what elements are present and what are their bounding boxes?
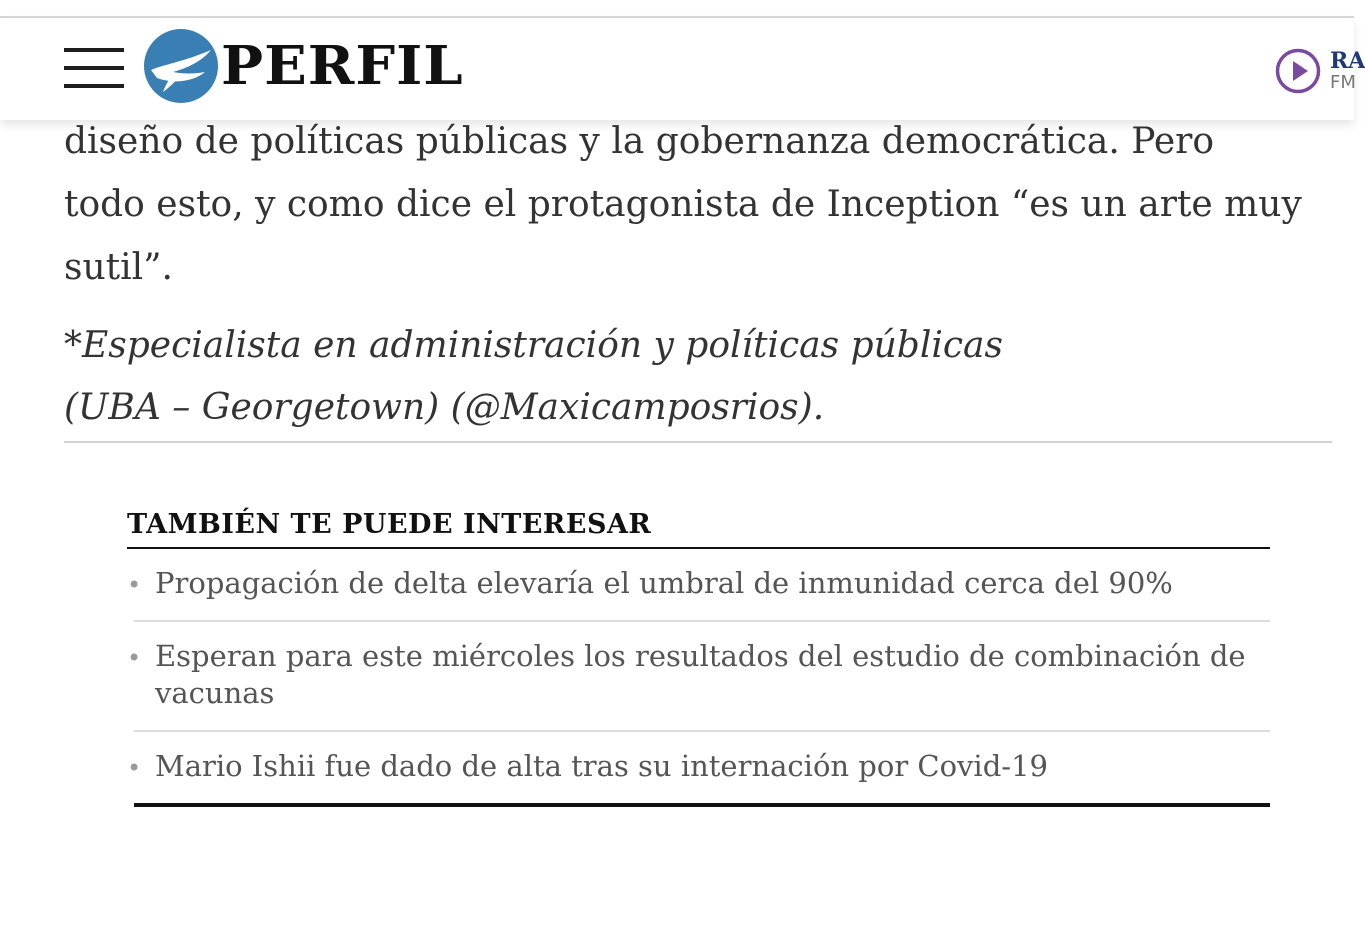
radio-band: FM bbox=[1330, 72, 1356, 93]
related-item[interactable] bbox=[127, 732, 1270, 803]
article-body bbox=[64, 110, 1304, 439]
bullet-icon: • bbox=[127, 754, 142, 782]
radio-label bbox=[1330, 50, 1365, 92]
related-item[interactable] bbox=[127, 622, 1270, 732]
related-link[interactable]: Esperan para este miércoles los resultados del estudio de combinación de vacunas bbox=[155, 639, 1246, 710]
radio-player-button[interactable] bbox=[1274, 46, 1365, 96]
site-header bbox=[0, 18, 1365, 120]
related-list bbox=[127, 549, 1270, 807]
bullet-icon: • bbox=[127, 644, 142, 672]
hamburger-menu-icon[interactable] bbox=[64, 48, 124, 88]
related-link[interactable]: Mario Ishii fue dado de alta tras su internación por Covid-19 bbox=[155, 749, 1048, 783]
logo-text: PERFIL bbox=[221, 34, 464, 98]
perfil-logo[interactable] bbox=[143, 28, 464, 104]
perfil-bird-emblem-icon bbox=[143, 28, 219, 104]
author-byline: *Especialista en administración y políticas públicas (UBA – Georgetown) (@Maxicamposrios). bbox=[64, 325, 1003, 428]
section-divider bbox=[64, 441, 1332, 443]
bullet-icon: • bbox=[127, 571, 142, 599]
related-link[interactable]: Propagación de delta elevaría el umbral de inmunidad cerca del 90% bbox=[155, 566, 1173, 600]
related-heading: TAMBIÉN TE PUEDE INTERESAR bbox=[127, 508, 1270, 549]
radio-name: RA bbox=[1330, 48, 1365, 74]
related-articles bbox=[127, 508, 1270, 807]
article-paragraph: diseño de políticas públicas y la gobernanza democrática. Pero todo esto, y como dice el protagonista de Inception “es un arte muy sutil”. bbox=[64, 121, 1302, 288]
play-circle-icon bbox=[1274, 47, 1322, 95]
related-item[interactable] bbox=[127, 549, 1270, 622]
